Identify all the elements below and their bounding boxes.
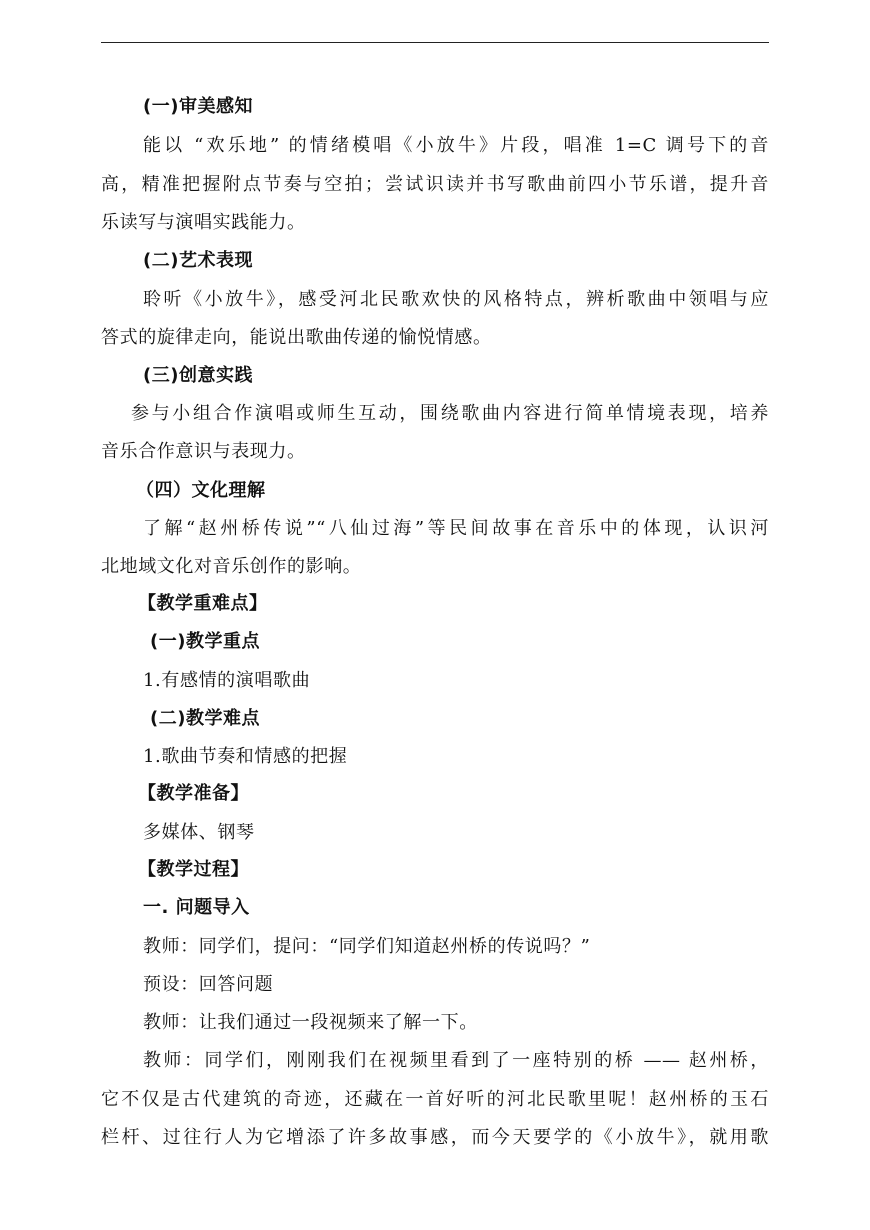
section-heading-creative-practice: (三)创意实践 <box>143 365 253 386</box>
paragraph-line: 预设：回答问题 <box>143 974 274 995</box>
header-rule <box>101 42 769 43</box>
heading-teaching-preparation: 【教学准备】 <box>138 783 249 804</box>
paragraph-line: 答式的旋律走向，能说出歌曲传递的愉悦情感。 <box>101 327 492 348</box>
heading-teaching-process: 【教学过程】 <box>138 859 249 880</box>
section-heading-cultural-understanding: （四）文化理解 <box>136 480 266 501</box>
subheading-teaching-focus: (一)教学重点 <box>150 631 260 652</box>
paragraph-line: 栏杆、过往行人为它增添了许多故事感，而今天要学的《小放牛》，就用歌 <box>101 1127 769 1148</box>
paragraph-line: 乐读写与演唱实践能力。 <box>101 212 306 233</box>
paragraph-line: 教师：同学们，提问：“同学们知道赵州桥的传说吗？” <box>143 936 591 957</box>
paragraph-line: 教师：让我们通过一段视频来了解一下。 <box>143 1012 478 1033</box>
section-heading-artistic-expression: (二)艺术表现 <box>143 250 253 271</box>
heading-key-difficult-points: 【教学重难点】 <box>138 593 268 614</box>
paragraph-line: 音乐合作意识与表现力。 <box>101 441 306 462</box>
subheading-question-introduction: 一. 问题导入 <box>143 897 250 918</box>
paragraph-line: 能以 “欢乐地” 的情绪模唱《小放牛》片段，唱准 1=C 调号下的音 <box>143 135 769 156</box>
list-item: 1.歌曲节奏和情感的把握 <box>143 746 348 767</box>
paragraph-line: 聆听《小放牛》，感受河北民歌欢快的风格特点，辨析歌曲中领唱与应 <box>143 289 769 310</box>
section-heading-aesthetic-perception: (一)审美感知 <box>143 96 253 117</box>
paragraph-line: 教师：同学们，刚刚我们在视频里看到了一座特别的桥 —— 赵州桥， <box>143 1050 769 1071</box>
list-item: 1.有感情的演唱歌曲 <box>143 670 311 691</box>
paragraph-line: 了解“赵州桥传说”“八仙过海”等民间故事在音乐中的体现，认识河 <box>143 518 769 539</box>
paragraph-line: 参与小组合作演唱或师生互动，围绕歌曲内容进行简单情境表现，培养 <box>131 403 769 424</box>
paragraph-line: 它不仅是古代建筑的奇迹，还藏在一首好听的河北民歌里呢！赵州桥的玉石 <box>101 1089 769 1110</box>
paragraph-line: 北地域文化对音乐创作的影响。 <box>101 556 362 577</box>
subheading-teaching-difficulty: (二)教学难点 <box>150 708 260 729</box>
paragraph-line: 高，精准把握附点节奏与空拍；尝试识读并书写歌曲前四小节乐谱，提升音 <box>101 174 769 195</box>
paragraph-line: 多媒体、钢琴 <box>143 822 255 843</box>
